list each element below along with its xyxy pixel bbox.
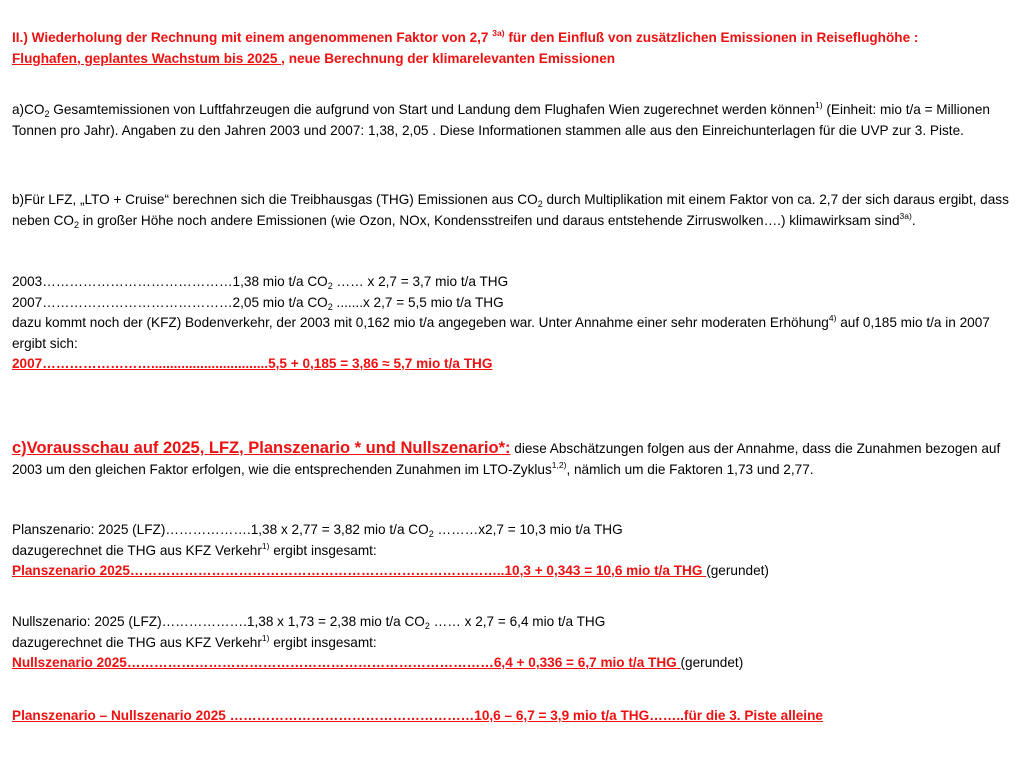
calc-row-2003: 2003……………………………………1,38 mio t/a $CO_2$ …… x 2,7 = 3,7 mio t/a THG [12, 274, 509, 291]
section-c-title: c)Vorausschau auf 2025, LFZ, Planszenario * und Nullszenario*: [12, 439, 511, 457]
footnote-ref: 3a) [492, 28, 505, 38]
section-c: c)Vorausschau auf 2025, LFZ, Planszenario * und Nullszenario*: diese Abschätzungen folgen aus der Annahme, dass die Zunahmen bezogen auf 2003 um den gleichen Faktor erfolgen, wie die entsprechenden Zunahmen im LTO-Zyklus$^{1,2)}$, nämlich um die Faktoren 1,73 und 2,77. [12, 439, 1001, 477]
plan-calc: Planszenario: 2025 (LFZ)……………….1,38 x 2,77 = 3,82 mio t/a $CO_2$ ………x2,7 = 10,3 mio t/a THG [12, 522, 623, 539]
null-kfz: dazugerechnet die THG aus KFZ Verkehr$^{1)}$ ergibt insgesamt: [12, 632, 377, 650]
difference-result: Planszenario – Nullszenario 2025 ………………………………………………10,6 – 6,7 = 3,9 mio t/a THG……..für die 3. Piste alleine [12, 708, 823, 723]
null-calc: Nullszenario: 2025 (LFZ)……………….1,38 x 1,73 = 2,38 mio t/a $CO_2$ …… x 2,7 = 6,4 mio t/a THG [12, 614, 606, 631]
plan-kfz: dazugerechnet die THG aus KFZ Verkehr$^{1)}$ ergibt insgesamt: [12, 540, 377, 558]
plan-scenario [12, 520, 1012, 582]
footnote-ref: 1) [815, 100, 823, 110]
heading-line1-cont: für den Einfluß von zusätzlichen Emissionen in Reiseflughöhe : [504, 30, 919, 45]
kfz-note: dazu kommt noch der (KFZ) Bodenverkehr, der 2003 mit 0,162 mio t/a angegeben war. Unter Annahme einer sehr moderaten Erhöhung$^{4)}$ auf 0,185 mio t/a in 2007 ergibt sich: [12, 313, 990, 351]
plan-total: Planszenario 2025………………………………………………………………………..10,3 + 0,343 = 10,6 mio t/a THG (gerundet) [12, 563, 769, 578]
null-total: Nullszenario 2025………………………………………………………………………6,4 + 0,336 = 6,7 mio t/a THG (gerundet) [12, 655, 744, 670]
heading [12, 28, 1012, 69]
heading-line2-rest: , neue Berechnung der klimarelevanten Emissionen [281, 50, 616, 66]
calc-2003-2007 [12, 272, 1012, 375]
calc-row-2007: 2007……………………………………2,05 mio t/a $CO_2$ .......x 2,7 = 5,5 mio t/a THG [12, 294, 504, 312]
null-scenario [12, 612, 1012, 674]
footnote-ref: 3a) [899, 210, 912, 221]
footnote-ref: 1,2) [551, 459, 567, 470]
heading-line2-underlined: Flughafen, geplantes Wachstum bis 2025 [12, 50, 282, 66]
section-a: $a)CO_2$ Gesamtemissionen von Luftfahrzeugen die aufgrund von Start und Landung dem Flughafen Wien zugerechnet werden können$^{1)}$ (Einheit: mio t/a = Millionen Tonnen pro Jahr). Angaben zu den Jahren 2003 und 2007: 1,38, 2,05 . Diese Informationen stammen alle aus den Einreichunterlagen für die UVP zur 3. Piste. [12, 100, 990, 138]
section-b: b)Für LFZ, „LTO + Cruise“ berechnen sich die Treibhausgas (THG) Emissionen aus $CO_2$ durch Multiplikation mit einem Faktor von ca. 2,7 der sich daraus ergibt, dass neben $CO_2$ in großer Höhe noch andere Emissionen (wie Ozon, NOx, Kondensstreifen und daraus entstehende Zirruswolken….) klimawirksam sind$^{3a)}$. [12, 192, 1009, 230]
total-2007: 2007……………………...............................5,5 + 0,185 = 3,86 ≈ 5,7 mio t/a THG [12, 356, 493, 371]
heading-line1: II.) Wiederholung der Rechnung mit einem angenommenen Faktor von 2,7 [12, 30, 493, 45]
